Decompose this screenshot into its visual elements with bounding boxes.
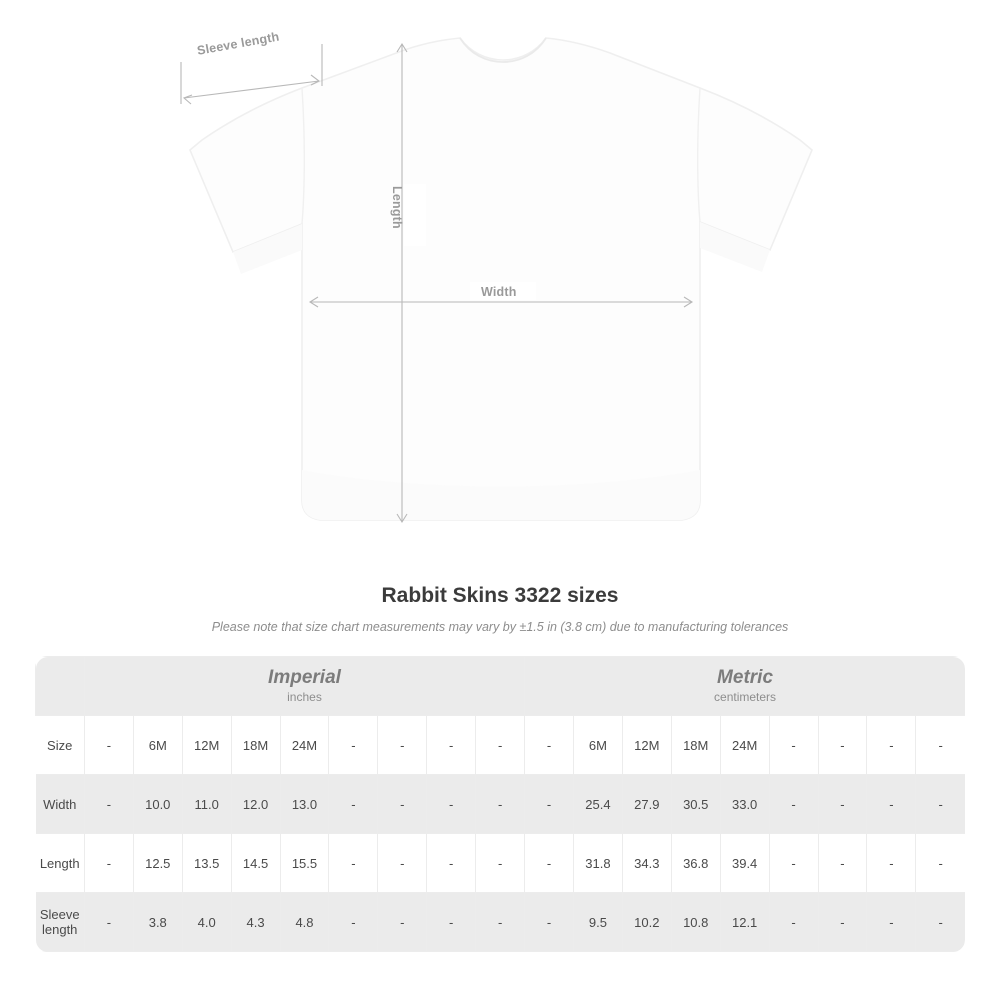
cell: - xyxy=(476,834,525,893)
cell: 13.5 xyxy=(182,834,231,893)
cell: 34.3 xyxy=(622,834,671,893)
row-header: Sleeve length xyxy=(36,893,85,952)
imperial-label: Imperial xyxy=(268,666,341,688)
cell: - xyxy=(916,834,965,893)
table-row xyxy=(36,775,966,834)
cell: - xyxy=(525,775,574,834)
cell: - xyxy=(916,775,965,834)
cell: 12.5 xyxy=(133,834,182,893)
cell: - xyxy=(818,716,867,775)
cell: - xyxy=(378,893,427,952)
cell: - xyxy=(769,834,818,893)
cell: 12M xyxy=(182,716,231,775)
cell: 31.8 xyxy=(573,834,622,893)
cell: 25.4 xyxy=(573,775,622,834)
cell: 13.0 xyxy=(280,775,329,834)
cell: - xyxy=(84,893,133,952)
chart-header xyxy=(0,584,1000,634)
cell: - xyxy=(818,893,867,952)
cell: 33.0 xyxy=(720,775,769,834)
sleeve-length-label: Sleeve length xyxy=(196,29,281,58)
cell: - xyxy=(769,893,818,952)
cell: 36.8 xyxy=(671,834,720,893)
row-header: Length xyxy=(36,834,85,893)
row-header: Size xyxy=(36,716,85,775)
cell: - xyxy=(427,775,476,834)
size-chart-table xyxy=(35,656,965,952)
cell: - xyxy=(525,893,574,952)
unit-header-imperial xyxy=(84,657,524,716)
cell: - xyxy=(84,716,133,775)
cell: - xyxy=(916,716,965,775)
cell: - xyxy=(867,834,916,893)
cell: - xyxy=(525,834,574,893)
cell: 11.0 xyxy=(182,775,231,834)
cell: 18M xyxy=(671,716,720,775)
cell: 39.4 xyxy=(720,834,769,893)
table-row xyxy=(36,716,966,775)
metric-label: Metric xyxy=(717,666,774,688)
page-title: Rabbit Skins 3322 sizes xyxy=(381,584,619,607)
cell: 6M xyxy=(573,716,622,775)
cell: 15.5 xyxy=(280,834,329,893)
cell: 24M xyxy=(720,716,769,775)
cell: - xyxy=(378,775,427,834)
metric-sub-label: centimeters xyxy=(714,690,777,705)
cell: 14.5 xyxy=(231,834,280,893)
cell: - xyxy=(378,716,427,775)
cell: 4.0 xyxy=(182,893,231,952)
cell: 18M xyxy=(231,716,280,775)
cell: - xyxy=(818,834,867,893)
cell: 24M xyxy=(280,716,329,775)
cell: - xyxy=(867,893,916,952)
cell: 30.5 xyxy=(671,775,720,834)
table-row xyxy=(36,893,966,952)
tolerance-note: Please note that size chart measurements may vary by ±1.5 in (3.8 cm) due to manufacturing tolerances xyxy=(211,620,789,634)
cell: 4.3 xyxy=(231,893,280,952)
unit-header-row xyxy=(36,657,966,716)
cell: 27.9 xyxy=(622,775,671,834)
cell: - xyxy=(867,775,916,834)
cell: - xyxy=(84,775,133,834)
cell: - xyxy=(329,893,378,952)
cell: 12.1 xyxy=(720,893,769,952)
cell: 10.0 xyxy=(133,775,182,834)
cell: 10.2 xyxy=(622,893,671,952)
cell: - xyxy=(476,716,525,775)
cell: 9.5 xyxy=(573,893,622,952)
cell: - xyxy=(867,716,916,775)
cell: - xyxy=(329,775,378,834)
unit-header-metric xyxy=(525,657,965,716)
width-label: Width xyxy=(481,285,517,299)
cell: - xyxy=(818,775,867,834)
cell: - xyxy=(476,893,525,952)
cell: - xyxy=(427,893,476,952)
imperial-sub-label: inches xyxy=(287,690,322,705)
row-header: Width xyxy=(36,775,85,834)
cell: - xyxy=(84,834,133,893)
table-row xyxy=(36,834,966,893)
cell: - xyxy=(769,716,818,775)
cell: - xyxy=(329,834,378,893)
cell: - xyxy=(476,775,525,834)
size-chart-table-wrapper xyxy=(35,656,965,952)
cell: - xyxy=(329,716,378,775)
cell: - xyxy=(769,775,818,834)
cell: - xyxy=(427,834,476,893)
cell: 4.8 xyxy=(280,893,329,952)
cell: 6M xyxy=(133,716,182,775)
cell: - xyxy=(427,716,476,775)
cell: - xyxy=(378,834,427,893)
cell: 3.8 xyxy=(133,893,182,952)
cell: 12.0 xyxy=(231,775,280,834)
cell: - xyxy=(525,716,574,775)
unit-header-spacer xyxy=(36,657,85,716)
cell: - xyxy=(916,893,965,952)
length-label: Length xyxy=(390,186,404,229)
cell: 12M xyxy=(622,716,671,775)
cell: 10.8 xyxy=(671,893,720,952)
